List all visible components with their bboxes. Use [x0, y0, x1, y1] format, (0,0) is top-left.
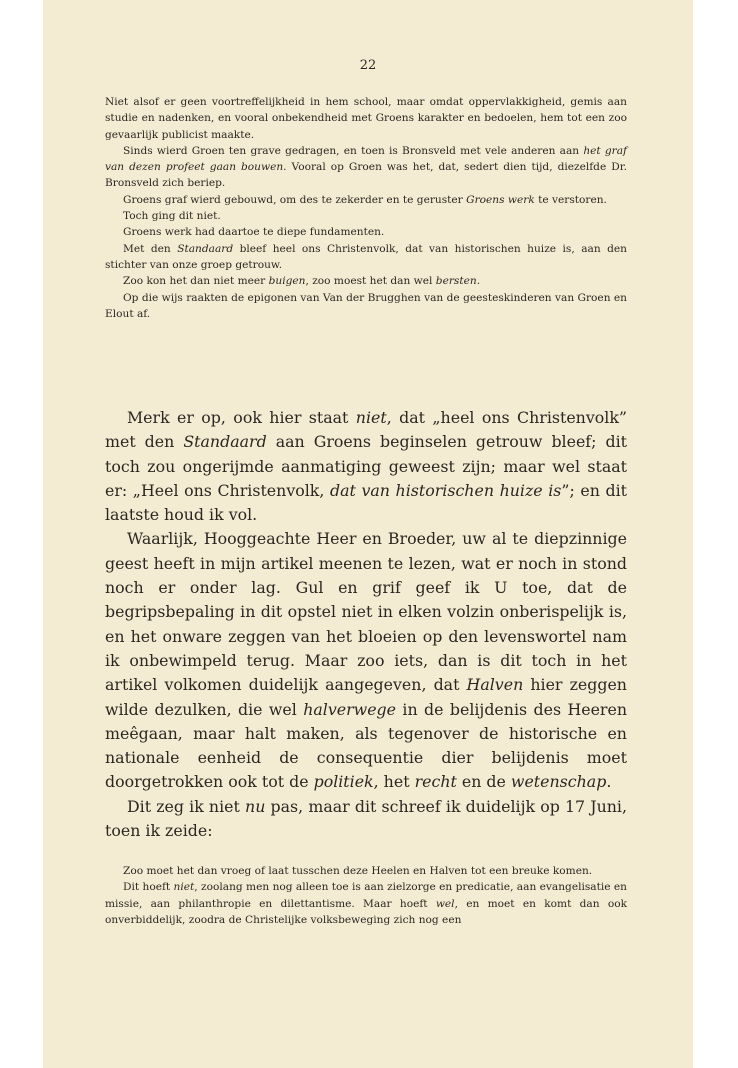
italic-text: politiek — [313, 772, 374, 792]
paragraph — [105, 290, 627, 323]
text-run: Zoo moet het dan vroeg of laat tusschen deze Heelen en Halven tot een breuke komen. — [123, 865, 593, 877]
italic-text: niet — [173, 881, 195, 894]
text-run: Groens graf wierd gebouwd, om des te zekerder en te geruster — [123, 193, 467, 206]
text-run: Sinds wierd Groen ten grave gedragen, en toen is Bronsveld met vele anderen aan — [123, 144, 584, 157]
text-run: Waarlijk, Hooggeachte Heer en Broeder, uw al te diepzinnige geest heeft in mijn artikel meenen te lezen, wat er noch in stond noch er onder lag. Gul en grif geef ik U toe, dat de begripsbepaling in dit opstel niet in elken volzin onberispelijk is, en het onware zeggen van het bloeien op den levenswortel nam ik onbewimpeld terug. Maar zoo iets, dan is dit toch in het artikel volkomen duidelijk aangegeven, dat — [105, 529, 627, 695]
text-run: , zoo moest het dan wel — [305, 275, 436, 288]
text-run: Groens werk had daartoe te diepe fundamenten. — [123, 226, 385, 239]
text-run: Op die wijs raakten de epigonen van Van der Brugghen van de geesteskinderen van Groen en Elout af. — [105, 291, 627, 320]
text-run: Dit zeg ik niet — [127, 796, 246, 816]
text-run: bleef heel ons Christenvolk, dat van historischen huize is, aan den stichter van onze groep getrouw. — [105, 242, 627, 271]
text-run: aan Groens beginselen getrouw bleef; dit toch zou ongerijmde aanmatiging geweest zijn; maar wel staat er: „Heel ons Christenvolk, — [105, 432, 627, 500]
italic-text: wel — [435, 897, 455, 910]
paragraph — [105, 94, 627, 143]
paragraph — [105, 863, 627, 879]
paragraph — [105, 879, 627, 928]
paragraph — [105, 795, 627, 844]
text-run: Met den — [123, 242, 178, 255]
main-text — [105, 406, 627, 843]
italic-text: Standaard — [177, 242, 234, 255]
italic-text: bersten — [435, 275, 477, 288]
text-run: Niet alsof er geen voortreffelijkheid in hem school, maar omdat oppervlakkigheid, gemis aan studie en nadenken, en vooral onbekendheid met Groens karakter en bedoelen, hem tot een zoo gevaarlijk publicist maakte. — [105, 96, 627, 141]
text-run: te verstoren. — [534, 193, 607, 206]
text-run: Toch ging dit niet. — [123, 210, 221, 223]
italic-text: recht — [414, 772, 457, 792]
text-run: , het — [373, 772, 415, 792]
paragraph — [105, 527, 627, 794]
italic-text: wetenschap — [510, 772, 607, 792]
paragraph — [105, 241, 627, 274]
text-run: pas, maar dit schreef ik duidelijk op 17 Juni, toen ik zeide: — [105, 796, 627, 841]
italic-text: Halven — [466, 675, 524, 695]
paragraph — [105, 273, 627, 289]
paragraph — [105, 406, 627, 527]
italic-text: dat van historischen huize is — [329, 480, 562, 500]
italic-text: niet — [355, 408, 387, 427]
text-run: , en moet en komt dan ook onverbiddelijk, zoodra de Christelijke volksbeweging zich nog een — [105, 897, 627, 926]
italic-text: halverwege — [303, 699, 397, 719]
text-run: hier zeggen wilde dezulken, die wel — [105, 675, 627, 719]
paragraph — [105, 143, 627, 192]
text-run: ”; en dit laatste houd ik vol. — [105, 480, 627, 525]
italic-text: Standaard — [183, 432, 267, 452]
text-run: en de — [456, 772, 511, 792]
italic-text: het graf van dezen profeet gaan bouwen — [105, 144, 627, 174]
text-run: Zoo kon het dan niet meer — [123, 275, 269, 288]
text-run: . Vooral op Groen was het, dat, sedert dien tijd, diezelfde Dr. Bronsveld zich beriep. — [105, 161, 627, 190]
text-run: . — [476, 275, 481, 288]
italic-text: buigen — [268, 275, 306, 288]
text-run: in de belijdenis des Heeren meêgaan, maar halt maken, als tegenover de historische en nationale eenheid de consequentie dier belijdenis moet doorgetrokken ook tot de — [105, 699, 628, 792]
text-run: , dat „heel ons Christenvolk” met den — [105, 408, 627, 452]
quote-top — [105, 94, 627, 322]
paragraph — [105, 224, 627, 240]
text-run: Dit hoeft — [123, 881, 174, 894]
italic-text: nu — [245, 796, 266, 816]
text-run: , zoolang men nog alleen toe is aan zielzorge en predicatie, aan evangelisatie en missie, aan philanthropie en dilettantisme. Maar hoeft — [105, 881, 627, 910]
quote-bottom — [105, 863, 627, 928]
page-number: 22 — [359, 58, 377, 73]
paragraph — [105, 192, 627, 208]
text-run: . — [606, 772, 612, 792]
paragraph — [105, 208, 627, 224]
book-page — [43, 0, 693, 1068]
italic-text: Groens werk — [466, 193, 535, 206]
text-run: Merk er op, ook hier staat — [127, 408, 356, 427]
